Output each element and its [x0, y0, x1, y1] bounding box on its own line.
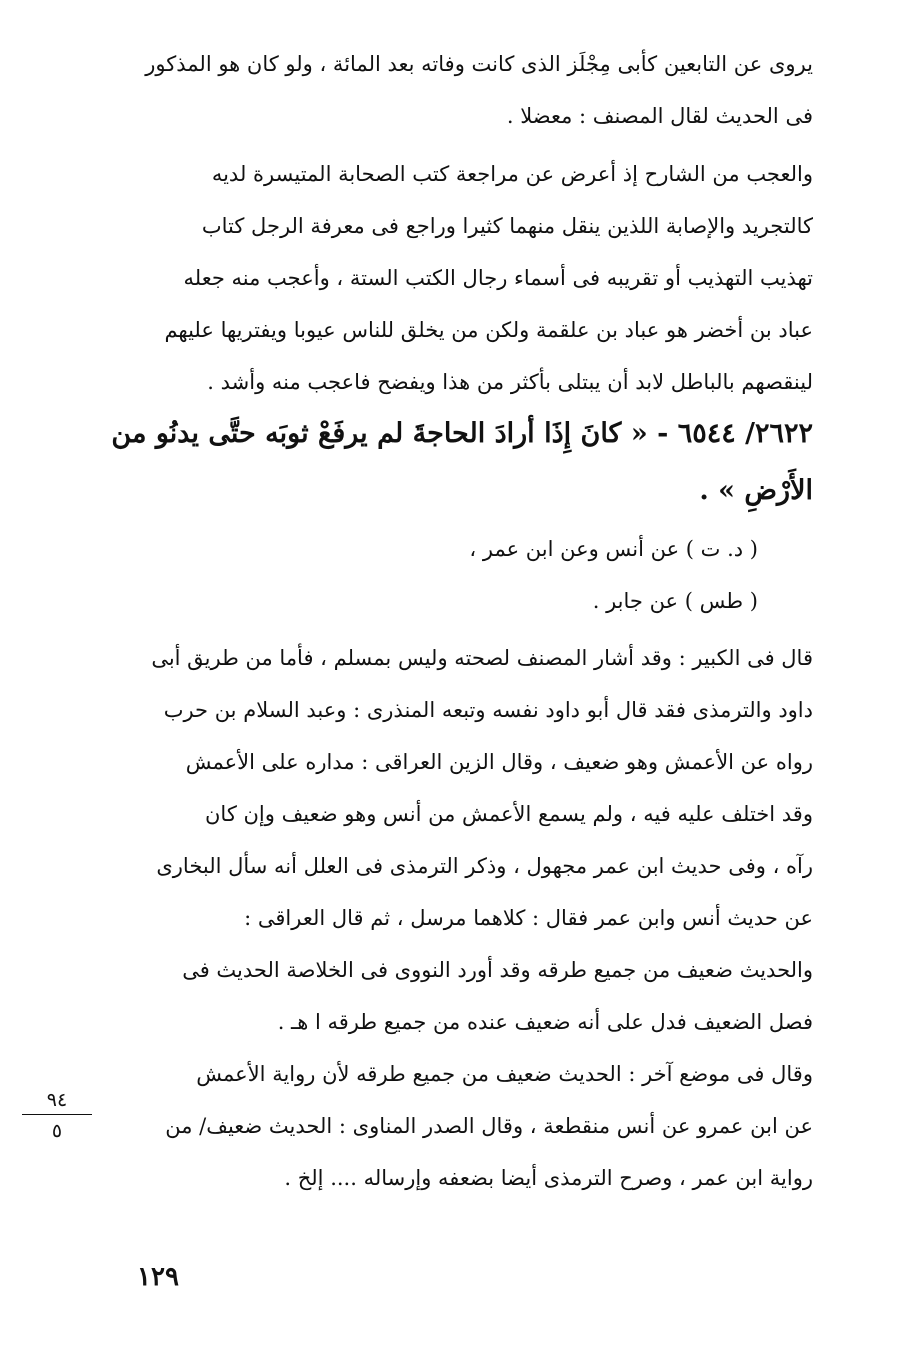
hadith-line: الأَرْضِ » .	[699, 475, 813, 506]
hadith-sources	[88, 523, 813, 627]
text-line: تهذيب التهذيب أو تقريبه فى أسماء رجال الكتب الستة ، وأعجب منه جعله	[183, 266, 813, 290]
text-line: والحديث ضعيف من جميع طرقه وقد أورد النووى فى الخلاصة الحديث فى	[182, 958, 813, 982]
margin-note-top: ٩٤	[22, 1088, 92, 1115]
text-line: عباد بن أخضر هو عباد بن علقمة ولكن من يخلق للناس عيوبا ويفتريها عليهم	[164, 318, 813, 342]
commentary-paragraph	[88, 148, 813, 408]
text-line: وقال فى موضع آخر : الحديث ضعيف من جميع طرقه لأن رواية الأعمش	[196, 1062, 813, 1086]
hadith-text	[88, 405, 813, 519]
text-line: داود والترمذى فقد قال أبو داود نفسه وتبعه المنذرى : وعبد السلام بن حرب	[163, 698, 813, 722]
text-line: كالتجريد والإصابة اللذين ينقل منهما كثيرا وراجع فى معرفة الرجل كتاب	[201, 214, 813, 238]
text-line: عن حديث أنس وابن عمر فقال : كلاهما مرسل ، ثم قال العراقى :	[244, 906, 813, 930]
text-line: عن ابن عمرو عن أنس منقطعة ، وقال الصدر المناوى : الحديث ضعيف/ من	[165, 1114, 813, 1138]
text-line: رواية ابن عمر ، وصرح الترمذى أيضا بضعفه وإرساله .... إلخ .	[284, 1166, 813, 1190]
page-number: ١٢٩	[137, 1262, 179, 1292]
hadith-line: ٢٦٢٢/ ٦٥٤٤ - « كانَ إِذَا أرادَ الحاجةَ لم يرفَعْ ثوبَه حتَّى يدنُو من	[111, 418, 813, 449]
text-line: قال فى الكبير : وقد أشار المصنف لصحته وليس بمسلم ، فأما من طريق أبى	[151, 646, 813, 670]
text-line: رواه عن الأعمش وهو ضعيف ، وقال الزين العراقى : مداره على الأعمش	[185, 750, 813, 774]
source-line: ( د. ت ) عن أنس وعن ابن عمر ،	[469, 537, 758, 561]
text-line: يروى عن التابعين كأبى مِجْلَز الذى كانت وفاته بعد المائة ، ولو كان هو المذكور	[145, 52, 813, 76]
text-line: لينقصهم بالباطل لابد أن يبتلى بأكثر من هذا ويفضح فاعجب منه وأشد .	[207, 370, 813, 394]
text-line: رآه ، وفى حديث ابن عمر مجهول ، وذكر الترمذى فى العلل أنه سأل البخارى	[156, 854, 813, 878]
text-line: فى الحديث لقال المصنف : معضلا .	[506, 104, 813, 128]
other-place-paragraph	[88, 1048, 813, 1204]
margin-volume-note	[22, 1088, 92, 1143]
kabir-paragraph	[88, 632, 813, 1048]
text-line: فصل الضعيف فدل على أنه ضعيف عنده من جميع طرقه ا هـ .	[277, 1010, 813, 1034]
source-line: ( طس ) عن جابر .	[592, 589, 758, 613]
intro-paragraph	[88, 38, 813, 142]
margin-note-bottom: ٥	[51, 1120, 63, 1142]
text-line: والعجب من الشارح إذ أعرض عن مراجعة كتب الصحابة المتيسرة لديه	[211, 162, 813, 186]
text-line: وقد اختلف عليه فيه ، ولم يسمع الأعمش من أنس وهو ضعيف وإن كان	[205, 802, 813, 826]
